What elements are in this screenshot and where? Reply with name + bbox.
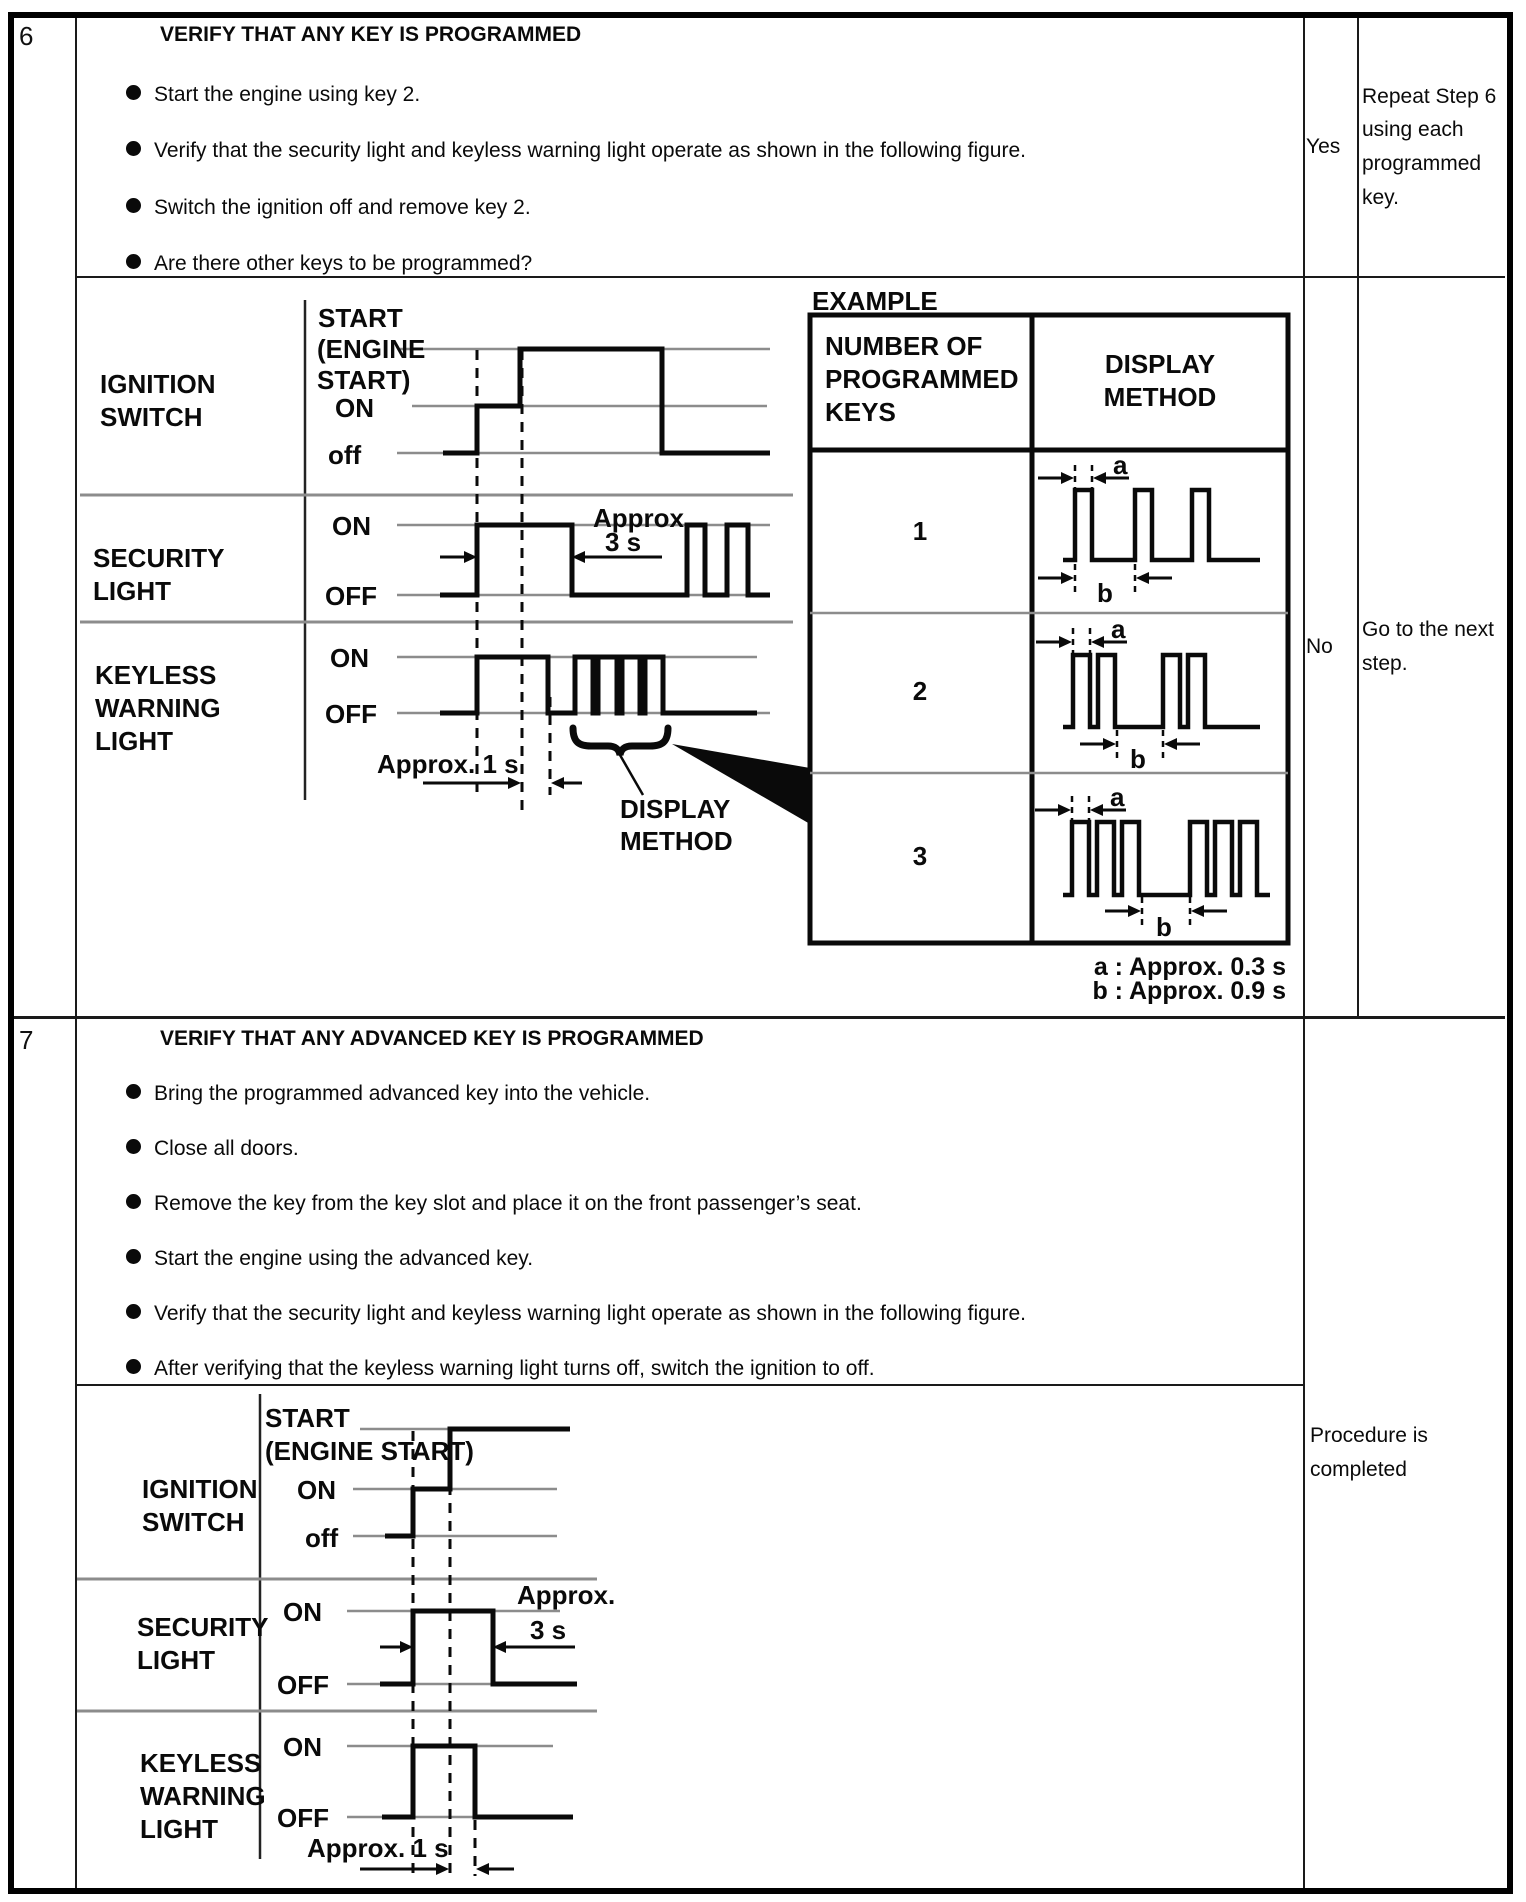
timing-diagram-step7	[77, 1394, 615, 1879]
step6-yesno-column-divider	[1303, 18, 1305, 1016]
row2-waveform	[1063, 655, 1260, 727]
yes-label: Yes	[1306, 135, 1341, 159]
col1-header-1: NUMBER OF	[825, 331, 983, 361]
dim-a-label: a	[1111, 614, 1126, 644]
bullet-icon	[126, 254, 141, 269]
bullet-icon	[126, 1084, 141, 1099]
ignition-label-1: IGNITION	[142, 1474, 258, 1504]
bullet-icon	[126, 1359, 141, 1374]
step6-action-column-divider	[1357, 18, 1359, 1016]
dim-b-label: b	[1130, 744, 1146, 774]
three-s-label: 3 s	[530, 1615, 567, 1645]
step7-action-cell	[1310, 1019, 1480, 1887]
step6-yes-action-cell	[1362, 18, 1504, 276]
timing-dashed-lines	[413, 1431, 475, 1879]
arrow-left-icon	[476, 1863, 489, 1875]
arrow-right-icon	[1058, 804, 1071, 816]
timing-diagram-step6	[80, 300, 810, 856]
step6-title: VERIFY THAT ANY KEY IS PROGRAMMED	[160, 23, 582, 46]
keyless-label-3: LIGHT	[95, 726, 173, 756]
keyless-off-label: OFF	[277, 1803, 329, 1833]
col2-header-2: METHOD	[1103, 382, 1217, 412]
step7-bullet-4	[126, 1245, 1276, 1272]
display-method-label-2: METHOD	[620, 826, 733, 856]
example-table-row-lines	[810, 613, 1288, 773]
arrow-right-icon	[1061, 472, 1074, 484]
col1-header-2: PROGRAMMED	[825, 364, 1019, 394]
bullet-icon	[126, 198, 141, 213]
bullet-text: Close all doors.	[154, 1137, 299, 1160]
dim-b-label: b	[1156, 912, 1172, 942]
arrow-right-icon	[1103, 738, 1116, 750]
start-level-label-2: (ENGINE START)	[265, 1436, 474, 1466]
bullet-icon	[126, 141, 141, 156]
arrow-right-icon	[1059, 636, 1072, 648]
ignition-label-1: IGNITION	[100, 369, 216, 399]
row2-dim-a	[1036, 614, 1127, 656]
row3-dim-a	[1035, 782, 1126, 824]
step6-no-action-cell	[1362, 278, 1504, 1016]
timing-dashed-lines	[477, 350, 550, 817]
start-level-label-1: START	[318, 303, 403, 333]
arrow-right-icon	[1061, 572, 1074, 584]
row2-key-count: 2	[912, 676, 928, 706]
step7-title: VERIFY THAT ANY ADVANCED KEY IS PROGRAMMED	[160, 1027, 704, 1050]
security-on-label: ON	[283, 1597, 322, 1627]
step7-figure	[77, 1386, 1303, 1888]
step6-number: 6	[19, 21, 34, 51]
start-level-label-2: (ENGINE	[317, 334, 426, 364]
step7-number: 7	[19, 1025, 34, 1055]
row2-dim-b	[1080, 730, 1200, 774]
step7-bullet-5	[126, 1300, 1276, 1327]
security-label-1: SECURITY	[137, 1612, 269, 1642]
step6-figure	[77, 277, 1303, 1017]
arrow-left-icon	[1090, 804, 1103, 816]
step6-yes-cell	[1306, 18, 1356, 276]
display-method-brace	[573, 728, 668, 755]
step7-action-column-divider	[1303, 1019, 1305, 1888]
arrow-left-icon	[1164, 738, 1177, 750]
three-s-label: 3 s	[605, 527, 642, 557]
bullet-icon	[126, 1194, 141, 1209]
col1-header-3: KEYS	[825, 397, 896, 427]
step6-bullet-4	[126, 250, 1276, 277]
ignition-on-label: ON	[297, 1475, 336, 1505]
ignition-waveform	[443, 349, 770, 453]
dim-b-label: b	[1097, 578, 1113, 608]
ignition-label-2: SWITCH	[100, 402, 203, 432]
start-level-label-1: START	[265, 1403, 350, 1433]
security-label-2: LIGHT	[93, 576, 171, 606]
arrow-left-icon	[1136, 572, 1149, 584]
arrow-left-icon	[551, 777, 564, 789]
approx-1s-label: Approx. 1 s	[377, 749, 519, 779]
ignition-off-label: off	[328, 440, 362, 470]
row3-key-count: 3	[912, 841, 928, 871]
footnote-a: a : Approx. 0.3 s	[1093, 953, 1286, 981]
step7-bullet-1	[126, 1080, 1276, 1107]
ignition-label-2: SWITCH	[142, 1507, 245, 1537]
col2-header-1: DISPLAY	[1104, 349, 1216, 379]
keyless-on-label: ON	[283, 1732, 322, 1762]
security-on-label: ON	[332, 511, 371, 541]
yes-action-text: Repeat Step 6 using each programmed key.	[1362, 84, 1497, 209]
keyless-label-3: LIGHT	[140, 1814, 218, 1844]
footnote-b: b : Approx. 0.9 s	[1092, 977, 1286, 1005]
security-off-label: OFF	[325, 581, 377, 611]
ignition-off-label: off	[305, 1523, 339, 1553]
arrow-right-icon	[436, 1863, 449, 1875]
no-action-text: Go to the next step.	[1362, 618, 1494, 675]
example-table	[810, 286, 1288, 1005]
bullet-text: Verify that the security light and keyless warning light operate as shown in the following figure.	[154, 1302, 1026, 1325]
row1-dim-a	[1038, 450, 1129, 493]
bullet-text: Are there other keys to be programmed?	[154, 252, 533, 275]
arrow-left-icon	[1191, 905, 1204, 917]
step7-bullet-6	[126, 1355, 1276, 1382]
bullet-text: After verifying that the keyless warning light turns off, switch the ignition to off.	[154, 1357, 875, 1380]
step7-bullet-2	[126, 1135, 1276, 1162]
keyless-on-label: ON	[330, 643, 369, 673]
step7-action-text: Procedure is completed	[1310, 1424, 1428, 1481]
security-label-2: LIGHT	[137, 1645, 215, 1675]
keyless-waveform	[440, 657, 757, 713]
step7-bullet-3	[126, 1190, 1276, 1217]
level-gridlines	[347, 1429, 560, 1817]
dim-a-label: a	[1113, 450, 1128, 480]
approx-1s-label: Approx. 1 s	[307, 1833, 449, 1863]
row1-dim-b	[1038, 564, 1172, 608]
approx-label: Approx.	[517, 1580, 616, 1610]
bullet-text: Remove the key from the key slot and place it on the front passenger’s seat.	[154, 1192, 862, 1215]
row3-waveform	[1063, 822, 1270, 895]
display-method-pointer	[620, 755, 643, 795]
keyless-label-1: KEYLESS	[140, 1748, 262, 1778]
dim-a-label: a	[1110, 782, 1125, 812]
bullet-icon	[126, 1304, 141, 1319]
step6-bullet-3	[126, 194, 1276, 221]
keyless-label-2: WARNING	[140, 1781, 266, 1811]
dim-1s	[307, 1833, 514, 1875]
bullet-text: Bring the programmed advanced key into the vehicle.	[154, 1082, 651, 1105]
step6-bullet-1	[126, 81, 1276, 108]
arrow-left-icon	[1093, 472, 1106, 484]
bullet-icon	[126, 85, 141, 100]
keyless-label-2: WARNING	[95, 693, 221, 723]
ignition-on-label: ON	[335, 393, 374, 423]
example-title: EXAMPLE	[812, 286, 938, 316]
row1-waveform	[1063, 490, 1260, 560]
keyless-label-1: KEYLESS	[95, 660, 217, 690]
step6-no-cell	[1306, 278, 1356, 1016]
bullet-text: Switch the ignition off and remove key 2.	[154, 196, 531, 219]
no-label: No	[1306, 635, 1333, 659]
security-off-label: OFF	[277, 1670, 329, 1700]
security-label-1: SECURITY	[93, 543, 225, 573]
approx-label: Approx.	[593, 503, 692, 533]
bullet-icon	[126, 1249, 141, 1264]
keyless-off-label: OFF	[325, 699, 377, 729]
bullet-text: Verify that the security light and keyless warning light operate as shown in the following figure.	[154, 139, 1026, 162]
start-level-label-3: START)	[317, 365, 411, 395]
bullet-text: Start the engine using key 2.	[154, 83, 421, 106]
row1-key-count: 1	[912, 516, 928, 546]
display-method-label-1: DISPLAY	[620, 794, 731, 824]
keyless-waveform	[382, 1746, 573, 1817]
bullet-text: Start the engine using the advanced key.	[154, 1247, 534, 1270]
step6-bullet-2	[126, 137, 1276, 164]
bullet-icon	[126, 1139, 141, 1154]
arrow-right-icon	[1128, 905, 1141, 917]
arrow-left-icon	[1091, 636, 1104, 648]
dim-ticks	[1073, 628, 1090, 656]
row3-dim-b	[1105, 897, 1227, 942]
